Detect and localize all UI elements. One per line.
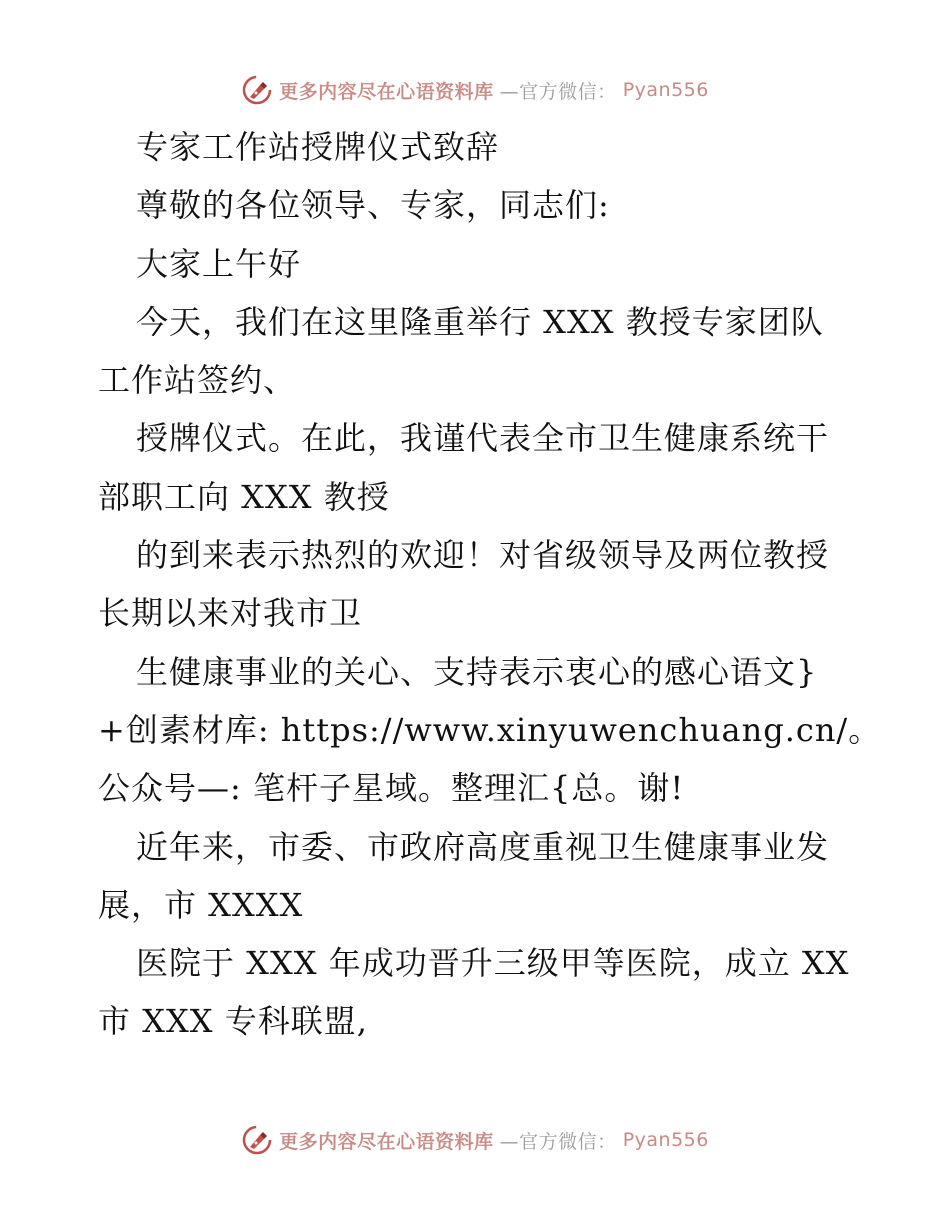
paragraph-line: 工作站签约、 [98, 361, 297, 400]
paragraph-line: 今天，我们在这里隆重举行 XXX 教授专家团队 [136, 302, 824, 341]
greeting-line: 大家上午好 [136, 244, 302, 283]
paragraph-line: 生健康事业的关心、支持表示衷心的感心语文} [136, 652, 818, 691]
banner-dash-text: —官方微信： [499, 1130, 617, 1153]
document-body [98, 118, 882, 1051]
document-title: 专家工作站授牌仪式致辞 [136, 128, 500, 166]
banner-wechat-id: Pyan556 [622, 79, 709, 101]
footer-banner [0, 1120, 950, 1160]
pen-nib-circle-icon [241, 1124, 273, 1156]
paragraph-line: 长期以来对我市卫 [98, 594, 363, 633]
paragraph-line: 近年来，市委、市政府高度重视卫生健康事业发 [136, 827, 830, 866]
paragraph-line: 公众号—: 笔杆子星域。整理汇{总。谢! [98, 769, 685, 808]
paragraph-line: 展，市 XXXX [98, 885, 304, 924]
pen-nib-circle-icon [241, 74, 273, 106]
header-banner [0, 70, 950, 110]
paragraph-line: 的到来表示热烈的欢迎！对省级领导及两位教授 [136, 536, 830, 575]
banner-main-text: 更多内容尽在心语资料库 [279, 1130, 494, 1153]
salutation-line: 尊敬的各位领导、专家，同志们: [136, 186, 610, 225]
banner-main-text: 更多内容尽在心语资料库 [279, 80, 494, 103]
paragraph-line: 授牌仪式。在此，我谨代表全市卫生健康系统干 [136, 419, 830, 458]
banner-wechat-id: Pyan556 [622, 1129, 709, 1151]
paragraph-line: 部职工向 XXX 教授 [98, 477, 390, 516]
banner-dash-text: —官方微信： [499, 80, 617, 103]
paragraph-line: +创素材库: https://www.xinyuwenchuang.cn/。 [98, 710, 882, 749]
paragraph-line: 市 XXX 专科联盟, [98, 1002, 368, 1041]
paragraph-line: 医院于 XXX 年成功晋升三级甲等医院，成立 XX [136, 944, 850, 983]
